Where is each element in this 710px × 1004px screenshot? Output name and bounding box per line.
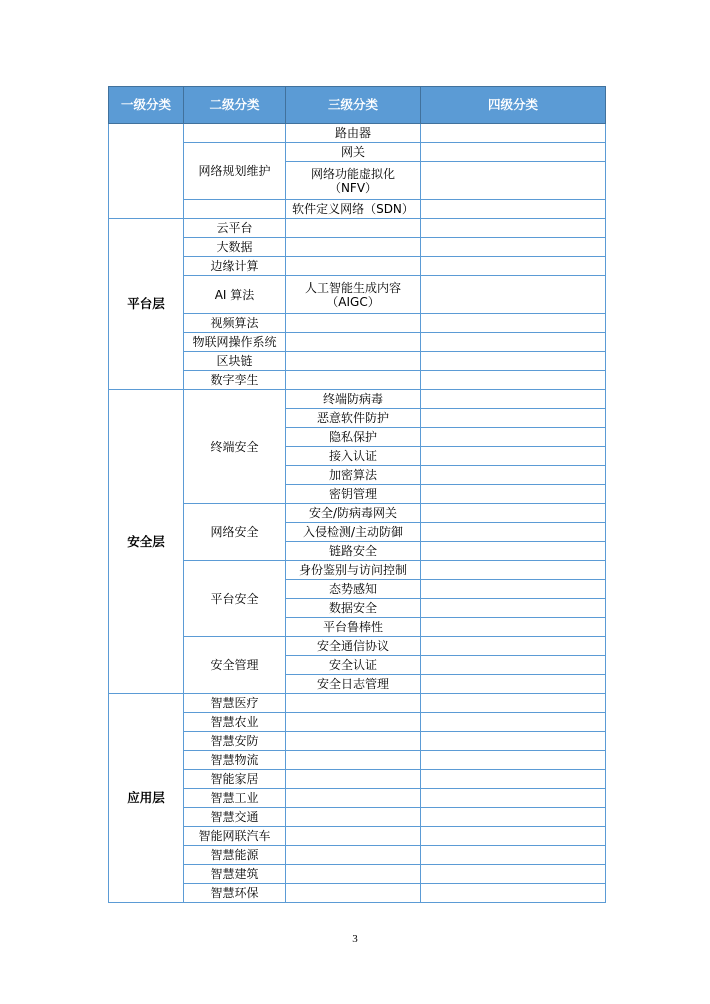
level2-cell: 区块链: [184, 352, 286, 371]
level4-cell: [421, 447, 606, 466]
level4-cell: [421, 637, 606, 656]
table-row: [109, 143, 606, 162]
level4-cell: [421, 618, 606, 637]
level4-cell: [421, 542, 606, 561]
table-row: [109, 637, 606, 656]
level3-cell: [286, 884, 421, 903]
table-row: [109, 751, 606, 770]
level4-cell: [421, 162, 606, 200]
level4-cell: [421, 580, 606, 599]
level3-cell: [286, 257, 421, 276]
level4-cell: [421, 599, 606, 618]
level3-cell: 接入认证: [286, 447, 421, 466]
level4-cell: [421, 732, 606, 751]
level4-cell: [421, 561, 606, 580]
level4-cell: [421, 390, 606, 409]
level3-cell: [286, 808, 421, 827]
level3-cell: 平台鲁棒性: [286, 618, 421, 637]
level3-aigc-line2: （AIGC）: [326, 294, 380, 309]
header-level4: 四级分类: [421, 87, 606, 124]
level2-cell: 智慧安防: [184, 732, 286, 751]
level2-security-management: 安全管理: [184, 637, 286, 694]
table-row: [109, 238, 606, 257]
level2-terminal-security: 终端安全: [184, 390, 286, 504]
level4-cell: [421, 751, 606, 770]
level4-cell: [421, 466, 606, 485]
level1-network: [109, 124, 184, 219]
level3-cell: [286, 751, 421, 770]
level3-cell: 终端防病毒: [286, 390, 421, 409]
table-row: [109, 257, 606, 276]
level3-aigc-line1: 人工智能生成内容: [304, 280, 401, 295]
level2-cell: 云平台: [184, 219, 286, 238]
level3-cell: [286, 732, 421, 751]
table-row: [109, 884, 606, 903]
level4-cell: [421, 276, 606, 314]
level4-cell: [421, 143, 606, 162]
level3-cell: 安全日志管理: [286, 675, 421, 694]
level2-cell: 智慧物流: [184, 751, 286, 770]
level3-cell: 入侵检测/主动防御: [286, 523, 421, 542]
table-row: [109, 827, 606, 846]
level3-cell: 恶意软件防护: [286, 409, 421, 428]
level3-cell: [286, 352, 421, 371]
level4-cell: [421, 333, 606, 352]
table-row: [109, 846, 606, 865]
level4-cell: [421, 713, 606, 732]
level3-cell: [286, 713, 421, 732]
level4-cell: [421, 865, 606, 884]
level3-cell: [286, 276, 421, 314]
level2-network-security: 网络安全: [184, 504, 286, 561]
level3-cell: 网关: [286, 143, 421, 162]
table-row: [109, 200, 606, 219]
level3-cell: [286, 219, 421, 238]
table-row: [109, 713, 606, 732]
level4-cell: [421, 884, 606, 903]
level3-cell: [286, 371, 421, 390]
level4-cell: [421, 352, 606, 371]
table-row: [109, 561, 606, 580]
level3-cell: [286, 865, 421, 884]
page-number: 3: [352, 933, 358, 945]
table-row: [109, 770, 606, 789]
level3-cell: 安全通信协议: [286, 637, 421, 656]
level3-cell: 加密算法: [286, 466, 421, 485]
level4-cell: [421, 789, 606, 808]
level2-cell: AI 算法: [184, 276, 286, 314]
level2-cell: [184, 124, 286, 143]
level3-cell: 路由器: [286, 124, 421, 143]
table-row: [109, 314, 606, 333]
level4-cell: [421, 770, 606, 789]
level2-platform-security: 平台安全: [184, 561, 286, 637]
level4-cell: [421, 257, 606, 276]
level3-cell: [286, 694, 421, 713]
level3-cell: 身份鉴别与访问控制: [286, 561, 421, 580]
level3-cell: [286, 789, 421, 808]
header-level2: 二级分类: [184, 87, 286, 124]
table-row: [109, 808, 606, 827]
level4-cell: [421, 656, 606, 675]
table-row: [109, 219, 606, 238]
level3-cell: 态势感知: [286, 580, 421, 599]
header-level3: 三级分类: [286, 87, 421, 124]
level3-cell: 网络功能虚拟化（NFV）: [286, 162, 421, 200]
level4-cell: [421, 428, 606, 447]
table-row: [109, 732, 606, 751]
level3-cell: [286, 333, 421, 352]
level1-platform: 平台层: [109, 219, 184, 390]
level1-security: 安全层: [109, 390, 184, 694]
level2-cell: 边缘计算: [184, 257, 286, 276]
level4-cell: [421, 523, 606, 542]
level4-cell: [421, 504, 606, 523]
table-row: [109, 694, 606, 713]
level4-cell: [421, 485, 606, 504]
level3-cell: 链路安全: [286, 542, 421, 561]
level2-cell: [184, 200, 286, 219]
level2-cell: 大数据: [184, 238, 286, 257]
level4-cell: [421, 314, 606, 333]
table-row: [109, 124, 606, 143]
level2-cell: 数字孪生: [184, 371, 286, 390]
level3-cell: [286, 314, 421, 333]
level4-cell: [421, 675, 606, 694]
level2-cell: 智能家居: [184, 770, 286, 789]
level4-cell: [421, 827, 606, 846]
table-row: [109, 333, 606, 352]
level2-cell: 智慧农业: [184, 713, 286, 732]
level4-cell: [421, 219, 606, 238]
level4-cell: [421, 200, 606, 219]
level2-cell: 智慧建筑: [184, 865, 286, 884]
header-row: [109, 87, 606, 124]
level3-cell: 软件定义网络（SDN）: [286, 200, 421, 219]
table-row: [109, 352, 606, 371]
level3-cell: [286, 238, 421, 257]
level3-cell: [286, 846, 421, 865]
classification-table: [108, 86, 606, 903]
level3-cell: 密钥管理: [286, 485, 421, 504]
table-row: [109, 371, 606, 390]
table-row: [109, 504, 606, 523]
table-row: [109, 789, 606, 808]
level4-cell: [421, 694, 606, 713]
level2-cell: 视频算法: [184, 314, 286, 333]
level2-cell: 智慧能源: [184, 846, 286, 865]
level3-cell: [286, 827, 421, 846]
level4-cell: [421, 409, 606, 428]
level4-cell: [421, 808, 606, 827]
level3-cell: [286, 770, 421, 789]
level1-application: 应用层: [109, 694, 184, 903]
level4-cell: [421, 124, 606, 143]
level3-cell: 安全/防病毒网关: [286, 504, 421, 523]
level2-cell: 智能网联汽车: [184, 827, 286, 846]
table-row: [109, 390, 606, 409]
level4-cell: [421, 846, 606, 865]
level3-cell: 数据安全: [286, 599, 421, 618]
level2-network-planning: 网络规划维护: [184, 143, 286, 200]
level4-cell: [421, 371, 606, 390]
level3-cell: 安全认证: [286, 656, 421, 675]
level2-cell: 智慧医疗: [184, 694, 286, 713]
table-row: [109, 276, 606, 314]
header-level1: 一级分类: [109, 87, 184, 124]
level4-cell: [421, 238, 606, 257]
level2-cell: 智慧工业: [184, 789, 286, 808]
level3-cell: 隐私保护: [286, 428, 421, 447]
level2-cell: 智慧环保: [184, 884, 286, 903]
table-row: [109, 865, 606, 884]
level2-cell: 智慧交通: [184, 808, 286, 827]
level2-cell: 物联网操作系统: [184, 333, 286, 352]
